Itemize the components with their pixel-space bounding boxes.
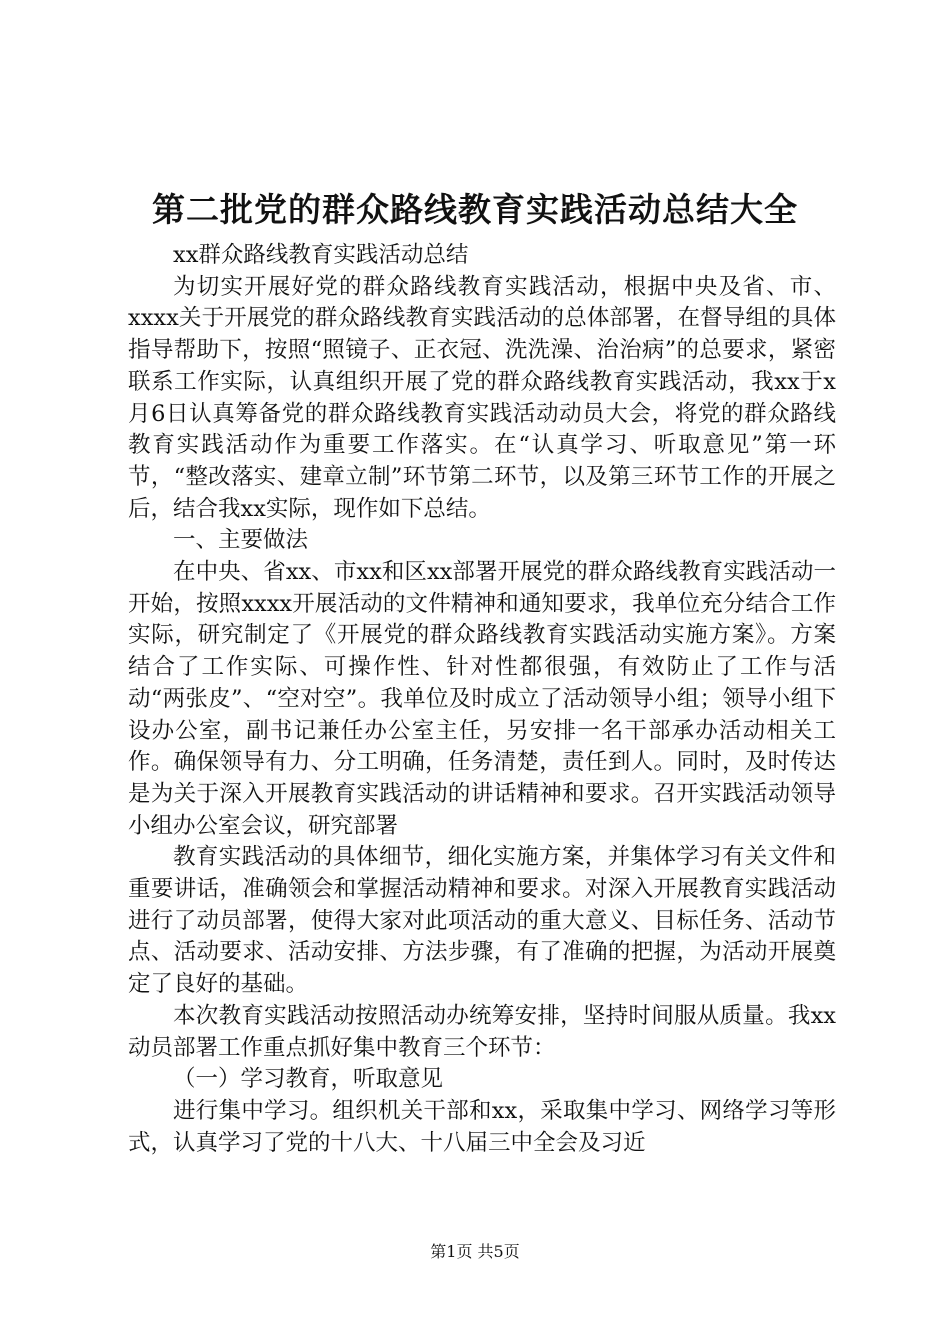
paragraph-subtitle: xx群众路线教育实践活动总结 — [173, 242, 469, 268]
subsection-heading-study: （一）学习教育，听取意见 — [173, 1066, 444, 1093]
document-body — [128, 240, 836, 1159]
paragraph-intro: 为切实开展好党的群众路线教育实践活动，根据中央及省、市、xxxx关于开展党的群众路线教育实践活动的总体部署，在督导组的具体指导帮助下，按照“照镜子、正衣冠、洗洗澡、治治病”的总要求，紧密联系工作实际，认真组织开展了党的群众路线教育实践活动，我xx于x月6日认真筹备党的群众路线教育实践活动动员大会，将党的群众路线教育实践活动作为重要工作落实。在“认真学习、听取意见”第一环节，“整改落实、建章立制”环节第二环节，以及第三环节工作的开展之后，结合我xx实际，现作如下总结。 — [128, 273, 836, 522]
paragraph-implementation: 在中央、省xx、市xx和区xx部署开展党的群众路线教育实践活动一开始，按照xxxx开展活动的文件精神和通知要求，我单位充分结合工作实际，研究制定了《开展党的群众路线教育实践活动实施方案》。方案结合了工作实际、可操作性、针对性都很强，有效防止了工作与活动“两张皮”、“空对空”。我单位及时成立了活动领导小组；领导小组下设办公室，副书记兼任办公室主任，另安排一名干部承办活动相关工作。确保领导有力、分工明确，任务清楚，责任到人。同时，及时传达是为关于深入开展教育实践活动的讲话精神和要求。召开实践活动领导小组办公室会议，研究部署 — [128, 559, 836, 839]
section-heading-main-methods: 一、主要做法 — [173, 527, 309, 554]
document-title: 第二批党的群众路线教育实践活动总结大全 — [152, 190, 798, 229]
paragraph-details: 教育实践活动的具体细节，细化实施方案，并集体学习有关文件和重要讲话，准确领会和掌握活动精神和要求。对深入开展教育实践活动进行了动员部署，使得大家对此项活动的重大意义、目标任务、活动节点、活动要求、活动安排、方法步骤，有了准确的把握，为活动开展奠定了良好的基础。 — [128, 844, 836, 998]
page-number-footer: 第1页 共5页 — [430, 1242, 520, 1261]
paragraph-study: 进行集中学习。组织机关干部和xx，采取集中学习、网络学习等形式，认真学习了党的十八大、十八届三中全会及习近 — [128, 1097, 836, 1156]
paragraph-arrangement: 本次教育实践活动按照活动办统筹安排，坚持时间服从质量。我xx动员部署工作重点抓好集中教育三个环节： — [128, 1002, 836, 1061]
